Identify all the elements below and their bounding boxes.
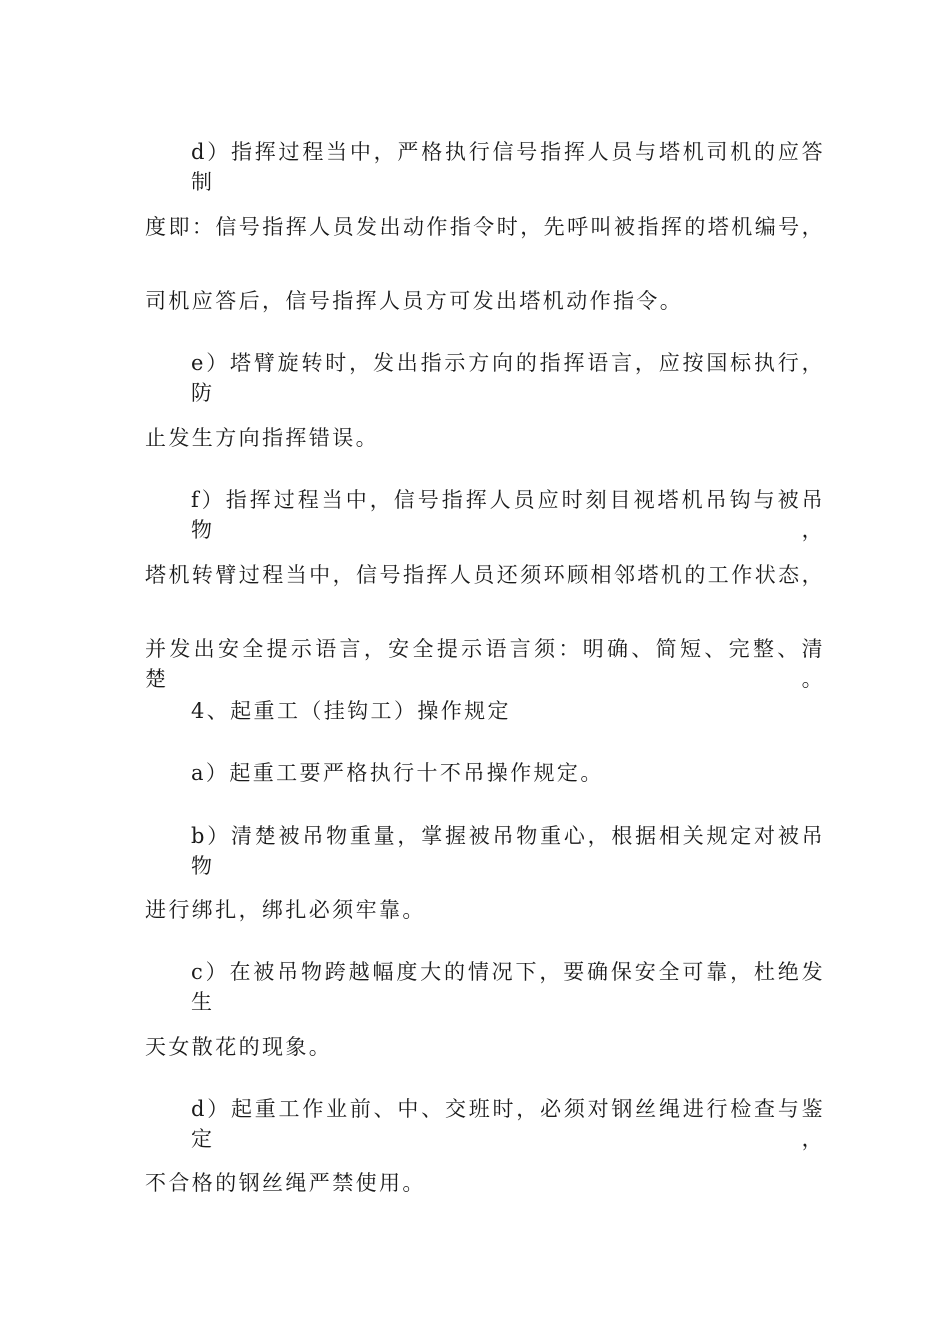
section-heading-4: 4、起重工（挂钩工）操作规定 xyxy=(191,699,511,723)
paragraph-e-line-2: 止发生方向指挥错误。 xyxy=(145,426,379,450)
paragraph-b-line-2: 进行绑扎，绑扎必须牢靠。 xyxy=(145,898,426,922)
paragraph-c-line-2: 天女散花的现象。 xyxy=(145,1035,333,1059)
paragraph-c-line-1: c）在被吊物跨越幅度大的情况下，要确保安全可靠，杜绝发生 xyxy=(191,960,825,1014)
paragraph-f-line-1: f）指挥过程当中，信号指挥人员应时刻目视塔机吊钩与被吊物， xyxy=(191,488,825,542)
paragraph-d-line-2: 度即：信号指挥人员发出动作指令时，先呼叫被指挥的塔机编号， xyxy=(145,215,825,239)
paragraph-d2-line-2: 不合格的钢丝绳严禁使用。 xyxy=(145,1171,426,1195)
paragraph-b-line-1: b）清楚被吊物重量，掌握被吊物重心，根据相关规定对被吊物 xyxy=(191,824,825,878)
paragraph-d-line-3: 司机应答后，信号指挥人员方可发出塔机动作指令。 xyxy=(145,289,684,313)
paragraph-d-line-1: d）指挥过程当中，严格执行信号指挥人员与塔机司机的应答制 xyxy=(191,140,825,194)
paragraph-f-line-3: 并发出安全提示语言，安全提示语言须：明确、简短、完整、清楚。 xyxy=(145,637,825,691)
paragraph-a-line-1: a）起重工要严格执行十不吊操作规定。 xyxy=(191,761,604,785)
paragraph-d2-line-1: d）起重工作业前、中、交班时，必须对钢丝绳进行检查与鉴定， xyxy=(191,1097,825,1151)
paragraph-f-line-2: 塔机转臂过程当中，信号指挥人员还须环顾相邻塔机的工作状态， xyxy=(145,563,825,587)
paragraph-e-line-1: e）塔臂旋转时，发出指示方向的指挥语言，应按国标执行，防 xyxy=(191,351,825,405)
